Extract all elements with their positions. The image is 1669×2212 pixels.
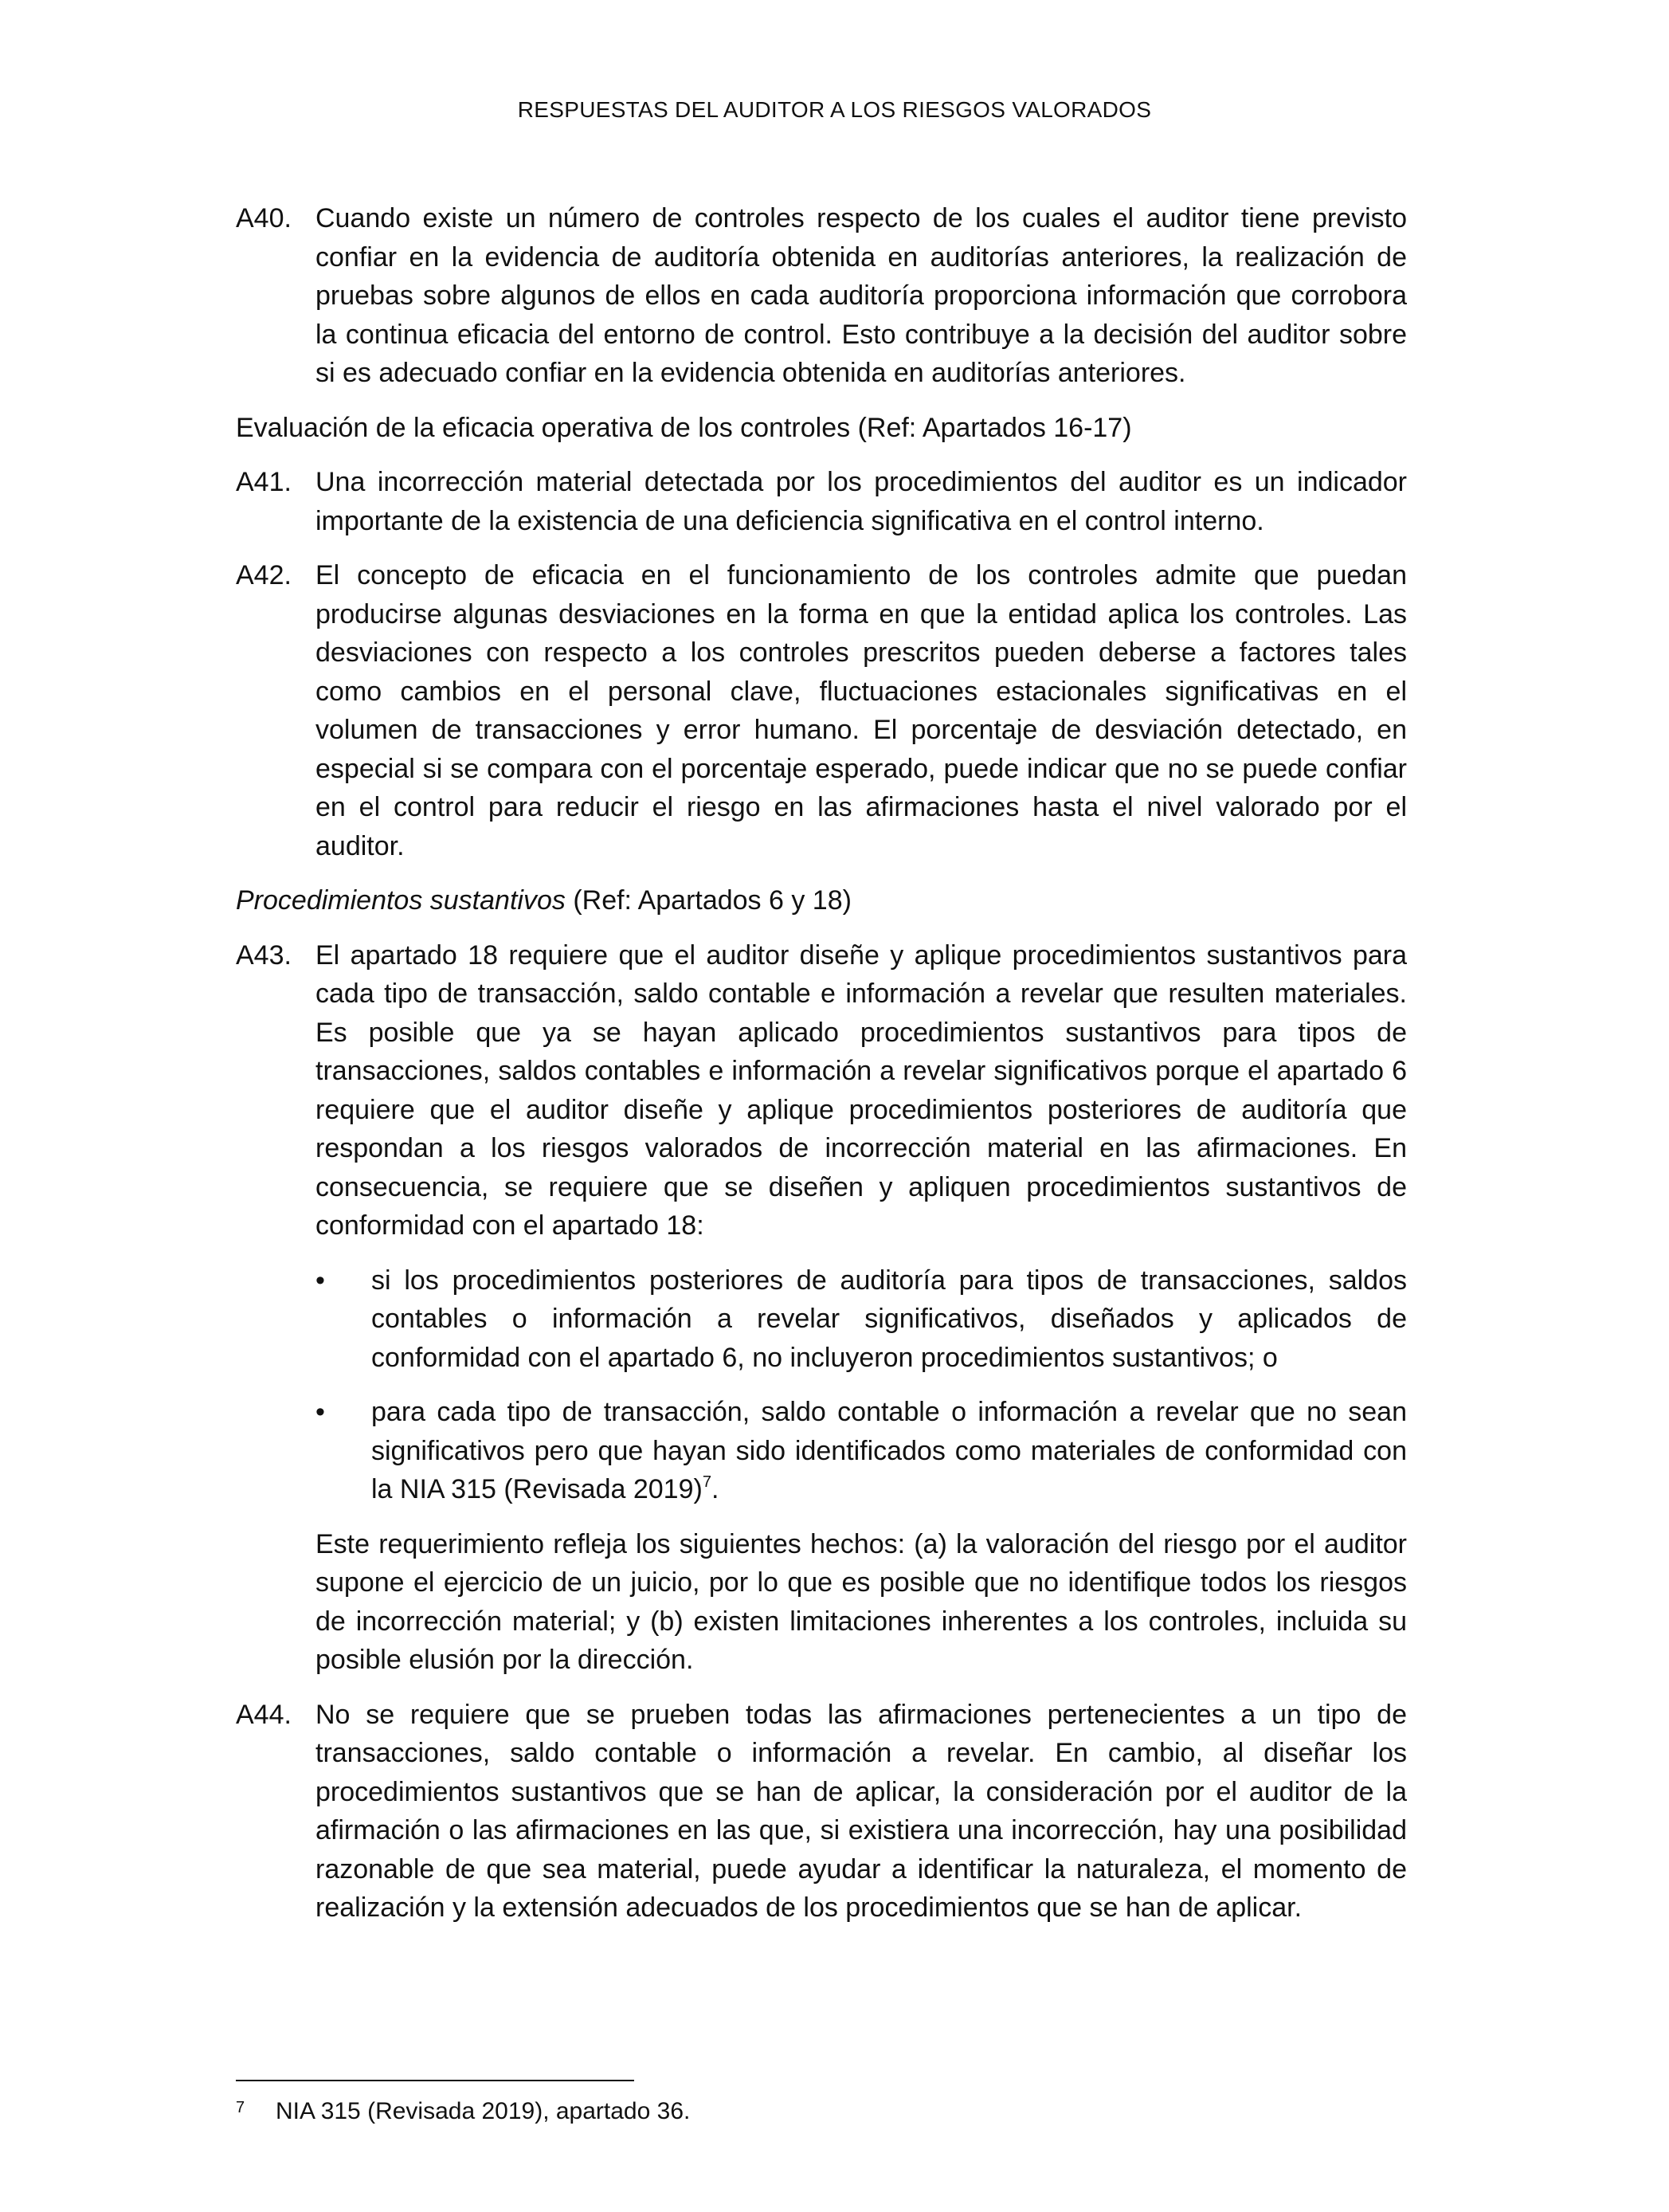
heading-ref-part: (Ref: Apartados 6 y 18) (565, 885, 852, 916)
paragraph-text: El apartado 18 requiere que el auditor diseñe y aplique procedimientos sustantivos para cada tipo de transacción, saldo contable e información a revelar que resulten materiales. Es posible que ya se hayan aplicado procedimientos sustantivos para tipos de transacciones, saldos contables e información a revelar significativos porque el apartado 6 requiere que el auditor diseñe y aplique procedimientos posteriores de auditoría que respondan a los riesgos valorados de incorrección material en las afirmaciones. En consecuencia, se requiere que se diseñen y apliquen procedimientos sustantivos de conformidad con el apartado 18: (315, 939, 1407, 1241)
paragraph-text: El concepto de eficacia en el funcionamiento de los controles admite que puedan producirse algunas desviaciones en la forma en que la entidad aplica los controles. Las desviaciones con respecto a los controles prescritos pueden deberse a factores tales como cambios en el personal clave, fluctuaciones estacionales significativas en el volumen de transacciones y error humano. El porcentaje de desviación detectado, en especial si se compara con el porcentaje esperado, puede indicar que no se puede confiar en el control para reducir el riesgo en las afirmaciones hasta el nivel valorado por el auditor. (315, 560, 1407, 861)
paragraph-continuation: Este requerimiento refleja los siguientes hechos: (a) la valoración del riesgo por el auditor supone el ejercicio de un juicio, por lo que es posible que no identifique todos los riesgos de incorrección material; y (b) existen limitaciones inherentes a los controles, incluida su posible elusión por la dirección. (315, 1528, 1407, 1675)
section-heading-evaluacion: Evaluación de la eficacia operativa de los controles (Ref: Apartados 16-17) (236, 412, 1132, 443)
running-header: RESPUESTAS DEL AUDITOR A LOS RIESGOS VALORADOS (517, 97, 1152, 122)
paragraph-number: A42. (236, 560, 292, 590)
heading-italic-part: Procedimientos sustantivos (236, 885, 566, 916)
bullet-text: para cada tipo de transacción, saldo contable o información a revelar que no sean significativos pero que hayan sido identificados como materiales de conformidad con la NIA 315 (Revisada 2019) (371, 1397, 1407, 1504)
paragraph-a40 (236, 199, 1407, 393)
bullet-marker: • (315, 1265, 325, 1296)
bullet-item (315, 1393, 1407, 1509)
paragraph-a44 (236, 1696, 1407, 1928)
paragraph-text: Una incorrección material detectada por los procedimientos del auditor es un indicador importante de la existencia de una deficiencia significativa en el control interno. (315, 467, 1407, 536)
paragraph-number: A44. (236, 1699, 292, 1730)
document-body (236, 199, 1407, 1943)
footnote-separator (236, 2080, 634, 2081)
bullet-text-end: . (711, 1474, 719, 1504)
paragraph-text: Cuando existe un número de controles respecto de los cuales el auditor tiene previsto confiar en la evidencia de auditoría obtenida en auditorías anteriores, la realización de pruebas sobre algunos de ellos en cada auditoría proporciona información que corrobora la continua eficacia del entorno de control. Esto contribuye a la decisión del auditor sobre si es adecuado confiar en la evidencia obtenida en auditorías anteriores. (315, 203, 1407, 388)
paragraph-number: A43. (236, 939, 292, 971)
paragraph-a43 (236, 936, 1407, 1680)
footnote (236, 2096, 1407, 2128)
bullet-list (315, 1261, 1407, 1509)
section-heading-procedimientos (236, 881, 1407, 920)
paragraph-content (315, 936, 1407, 1680)
footnote-reference[interactable]: 7 (702, 1473, 711, 1491)
bullet-text-with-footnote (371, 1393, 1407, 1509)
paragraph-number: A41. (236, 467, 292, 497)
footnote-number: 7 (236, 2099, 245, 2116)
bullet-marker: • (315, 1397, 325, 1427)
paragraph-number: A40. (236, 203, 292, 233)
paragraph-a41 (236, 463, 1407, 540)
bullet-text: si los procedimientos posteriores de auditoría para tipos de transacciones, saldos contables o información a revelar significativos, diseñados y aplicados de conformidad con el apartado 6, no incluyeron procedimientos sustantivos; o (371, 1265, 1407, 1373)
paragraph-a42 (236, 556, 1407, 865)
paragraph-text: No se requiere que se prueben todas las afirmaciones pertenecientes a un tipo de transacciones, saldo contable o información a revelar. En cambio, al diseñar los procedimientos sustantivos que se han de aplicar, la consideración por el auditor de la afirmación o las afirmaciones en las que, si existiera una incorrección, hay una posibilidad razonable de que sea material, puede ayudar a identificar la naturaleza, el momento de realización y la extensión adecuados de los procedimientos que se han de aplicar. (315, 1699, 1407, 1923)
bullet-item (315, 1261, 1407, 1378)
footnote-text: NIA 315 (Revisada 2019), apartado 36. (276, 2098, 691, 2124)
